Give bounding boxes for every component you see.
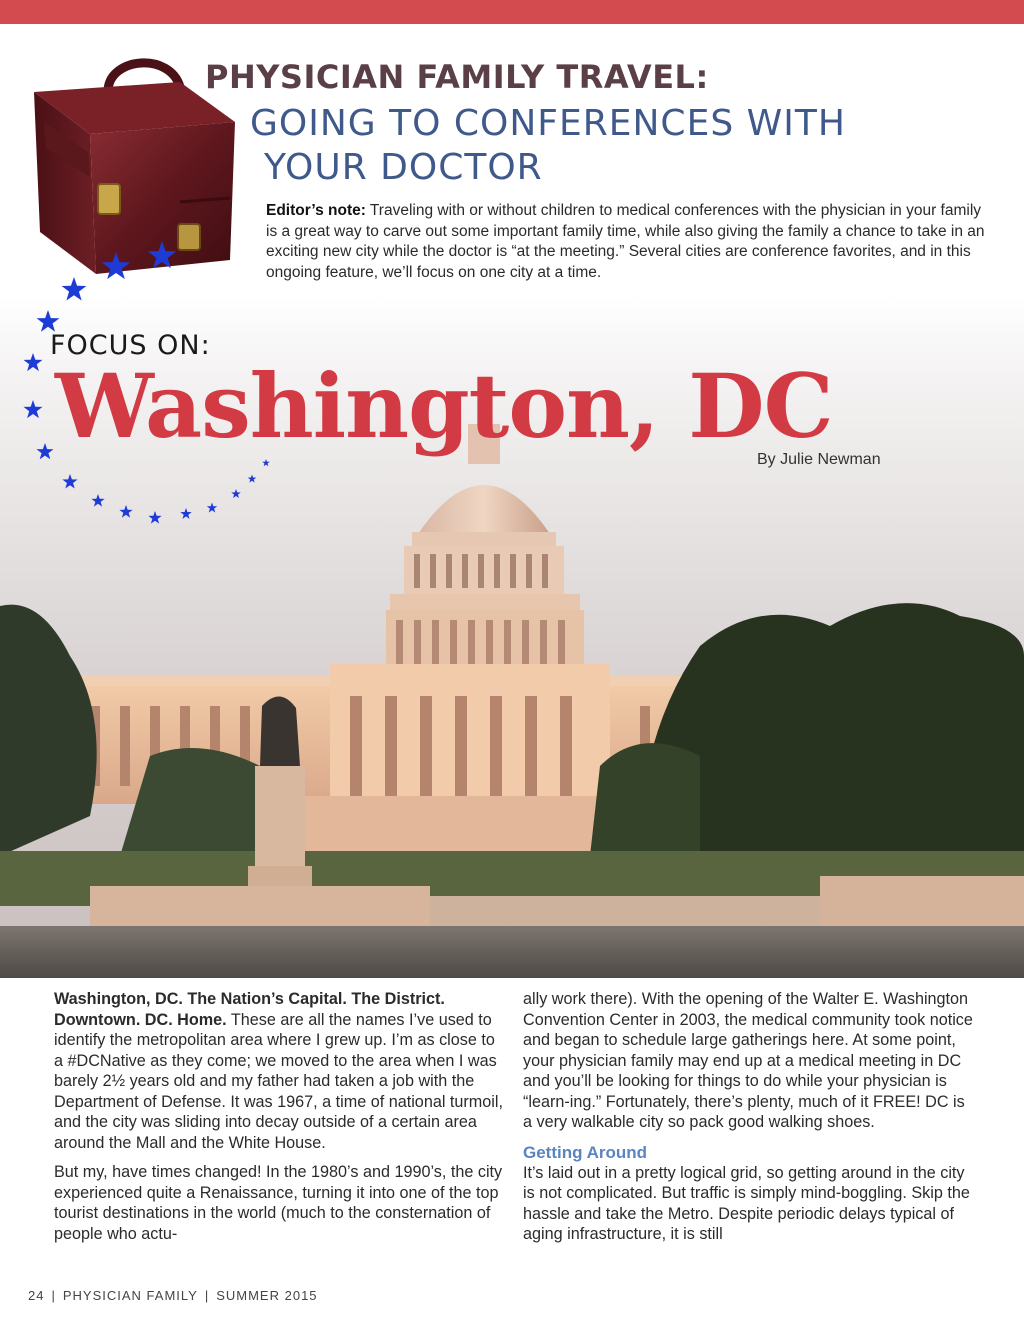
article-column-1 (54, 989, 504, 1253)
article-column-2 (523, 989, 973, 1254)
top-color-bar (0, 0, 1024, 24)
magazine-name: PHYSICIAN FAMILY (62, 1288, 198, 1303)
page-number: 24 (28, 1288, 45, 1303)
headline-line-1: PHYSICIAN FAMILY TRAVEL: (205, 58, 709, 96)
footer-divider: | (204, 1288, 210, 1303)
city-title: Washington, DC (55, 354, 833, 458)
article-paragraph: ally work there). With the opening of the Walter E. Washington Convention Center in 2003, the medical community took notice and began to schedule large gatherings here. At some point, your physician family may end up at a medical meeting in DC and you’ll be looking for things to do while your physician is “learn-ing.” Fortunately, there’s plenty, much of it FREE! DC is a very walkable city so pack good walking shoes. (523, 990, 973, 1131)
paragraph-text: These are all the names I’ve used to identify the metropolitan area where I grew up. I’m as close to a #DCNative as they come; we moved to the area when I was barely 2½ years old and my father had taken a job with the Department of Defense. It was 1967, a time of national turmoil, and the city was sliding into decay outside of a certain area around the Mall and the White House. (54, 1010, 503, 1152)
editor-note (266, 201, 986, 283)
byline: By Julie Newman (757, 451, 881, 468)
article-paragraph: It’s laid out in a pretty logical grid, so getting around in the city is not complicated. But traffic is simply mind-boggling. Skip the hassle and take the Metro. Despite periodic delays typical of aging infrastructure, it is still (523, 1163, 970, 1243)
focus-on-label: FOCUS ON: (50, 330, 211, 361)
article-paragraph: But my, have times changed! In the 1980’s and 1990’s, the city experienced quite a Renaissance, turning it into one of the top tourist destinations in the world (much to the consternation of people who actu- (54, 1163, 503, 1243)
editor-note-label: Editor’s note: (266, 202, 366, 219)
article-paragraph (54, 989, 504, 1153)
headline-line-3: YOUR DOCTOR (264, 147, 543, 188)
issue-date: SUMMER 2015 (216, 1288, 318, 1303)
headline-line-2: GOING TO CONFERENCES WITH (250, 103, 846, 144)
lead-in: Washington, DC. The Nation’s Capital. The District. Downtown. DC. Home. (54, 990, 445, 1029)
footer-divider: | (51, 1288, 56, 1303)
page-footer (28, 1288, 318, 1303)
section-subhead: Getting Around (523, 1142, 648, 1162)
editor-note-text: Traveling with or without children to medical conferences with the physician in your family is a great way to carve out some important family time, while also giving the family a chance to take in an exciting new city while the doctor is “at the meeting.” Several cities are conference favorites, and in this ongoing feature, we’ll focus on one city at a time. (266, 202, 985, 281)
